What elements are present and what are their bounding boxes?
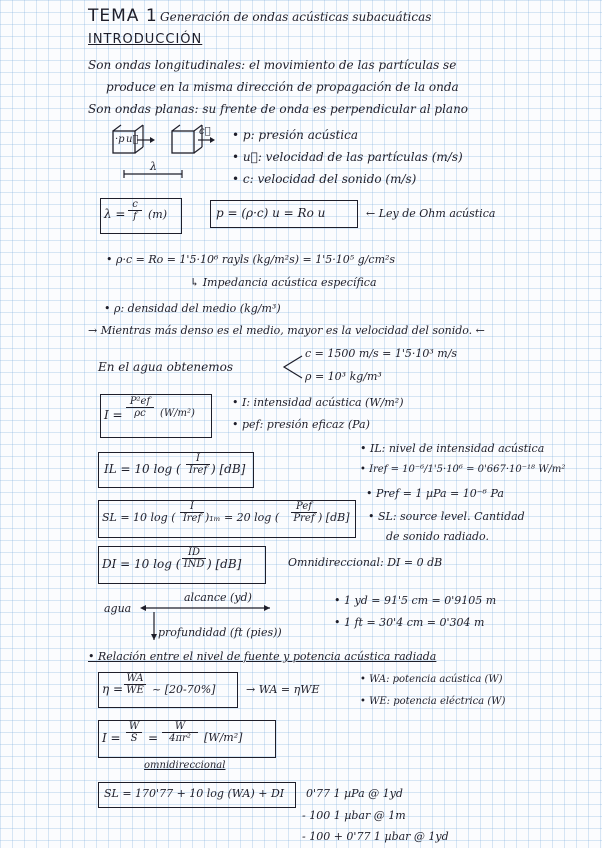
sl-def-1: • SL: source level. Cantidad bbox=[368, 510, 525, 523]
i-num-2: W bbox=[162, 721, 198, 733]
def-c: • c: velocidad del sonido (m/s) bbox=[232, 172, 417, 186]
section-heading: INTRODUCCIÓN bbox=[88, 32, 203, 47]
omni-note: omnidireccional bbox=[144, 760, 226, 771]
sl-num-2: Pef bbox=[291, 501, 317, 513]
yd-conversion: • 1 yd = 91'5 cm = 0'9105 m bbox=[334, 594, 497, 607]
i-fraction bbox=[126, 721, 142, 744]
eta-rhs: ~ [20-70%] bbox=[152, 683, 216, 696]
di-num: ID bbox=[182, 547, 206, 559]
di-den: IND bbox=[183, 559, 205, 570]
i-unit: [W/m²] bbox=[204, 731, 243, 744]
omni-line: Omnidireccional: DI = 0 dB bbox=[288, 556, 443, 569]
water-rho: ρ = 10³ kg/m³ bbox=[305, 370, 382, 383]
di-lhs: DI = 10 log ( bbox=[102, 557, 181, 571]
intensity-def: • I: intensidad acústica (W/m²) bbox=[232, 396, 404, 409]
sl-mid: )₁ₘ = 20 log ( bbox=[205, 511, 280, 524]
eta-arrow: → WA = ηWE bbox=[246, 683, 320, 696]
pef-def: • pef: presión eficaz (Pa) bbox=[232, 418, 370, 431]
ref-line-3: - 100 + 0'77 1 µbar @ 1yd bbox=[302, 830, 449, 843]
water-label: En el agua obtenemos bbox=[98, 360, 234, 374]
il-den: Iref bbox=[188, 465, 208, 476]
impedance-line: ↳ Impedancia acústica específica bbox=[190, 276, 377, 289]
rho-c-line: • ρ·c = Ro = 1'5·10⁶ rayls (kg/m²s) = 1'5·10⁵ g/cm²s bbox=[106, 253, 396, 266]
il-lhs: IL = 10 log ( bbox=[104, 462, 181, 476]
depth-label: profundidad (ft (pies)) bbox=[158, 626, 282, 639]
lambda-lhs: λ = bbox=[104, 207, 126, 221]
rho-line: • ρ: densidad del medio (kg/m³) bbox=[104, 302, 281, 315]
sl-den-2: Pref bbox=[293, 513, 315, 524]
sl-def-2: de sonido radiado. bbox=[386, 530, 489, 543]
il-def: • IL: nivel de intensidad acústica bbox=[360, 442, 545, 455]
def-p: • p: presión acústica bbox=[232, 128, 359, 142]
sl-rhs: ) [dB] bbox=[318, 511, 350, 524]
i-lhs: I = bbox=[102, 731, 121, 745]
water-word: agua bbox=[104, 602, 132, 615]
i-num: W bbox=[126, 721, 142, 733]
diagram-label-p: ·p bbox=[115, 134, 125, 145]
eta-num: WA bbox=[124, 673, 146, 685]
i-den-2: 4πr² bbox=[169, 733, 191, 744]
i-fraction-2 bbox=[162, 721, 198, 744]
intro-line-2: produce en la misma dirección de propagación de la onda bbox=[106, 80, 459, 94]
relation-heading: • Relación entre el nivel de fuente y potencia acústica radiada bbox=[88, 650, 437, 663]
diagram-label-u: u⃗ bbox=[126, 134, 139, 145]
intro-line-3: Son ondas planas: su frente de onda es perpendicular al plano bbox=[88, 102, 469, 116]
i-eq: = bbox=[148, 731, 159, 745]
ref-line-1: 0'77 1 µPa @ 1yd bbox=[306, 787, 403, 800]
eta-den: WE bbox=[126, 685, 144, 696]
intro-line-1: Son ondas longitudinales: el movimiento de las partículas se bbox=[88, 58, 457, 72]
page-subtitle: Generación de ondas acústicas subacuáticas bbox=[160, 10, 432, 24]
ft-conversion: • 1 ft = 30'4 cm = 0'304 m bbox=[334, 616, 485, 629]
di-rhs: ) [dB] bbox=[207, 557, 242, 571]
ohm-formula: p = (ρ·c) u = Ro u bbox=[216, 206, 326, 220]
pref-def: • Pref = 1 µPa = 10⁻⁶ Pa bbox=[366, 487, 504, 500]
eta-lhs: η = bbox=[102, 682, 124, 696]
page-title: TEMA 1 bbox=[88, 6, 158, 26]
diagram-label-lambda: λ bbox=[150, 160, 157, 173]
il-num: I bbox=[186, 453, 210, 465]
we-def: • WE: potencia eléctrica (W) bbox=[360, 696, 506, 707]
ref-line-2: - 100 1 µbar @ 1m bbox=[302, 809, 406, 822]
wa-def: • WA: potencia acústica (W) bbox=[360, 674, 503, 685]
sl-den: Iref bbox=[182, 513, 202, 524]
sl-num: I bbox=[180, 501, 204, 513]
sl-final: SL = 170'77 + 10 log (WA) + DI bbox=[104, 787, 285, 800]
water-c: c = 1500 m/s = 1'5·10³ m/s bbox=[305, 347, 458, 360]
lambda-unit: (m) bbox=[148, 208, 168, 221]
i-den: S bbox=[130, 733, 138, 744]
il-rhs: ) [dB] bbox=[211, 462, 246, 476]
intensity-unit: (W/m²) bbox=[160, 408, 195, 419]
intensity-lhs: I = bbox=[104, 408, 123, 422]
lambda-den: f bbox=[133, 211, 137, 222]
intensity-den: ρc bbox=[134, 408, 146, 419]
ohm-note: ← Ley de Ohm acústica bbox=[366, 207, 496, 220]
lambda-num: c bbox=[128, 199, 142, 211]
sl-lhs: SL = 10 log ( bbox=[102, 511, 176, 524]
intensity-num: P²ef bbox=[126, 396, 154, 408]
denser-line: → Mientras más denso es el medio, mayor es la velocidad del sonido. ← bbox=[88, 324, 485, 337]
iref-def: • Iref = 10⁻⁶/1'5·10⁶ = 0'667·10⁻¹⁸ W/m² bbox=[360, 464, 566, 475]
range-label: alcance (yd) bbox=[184, 591, 252, 604]
eta-fraction bbox=[124, 673, 146, 696]
def-u: • u⃗: velocidad de las partículas (m/s) bbox=[232, 150, 463, 164]
diagram-label-c: c⃗ bbox=[199, 126, 211, 137]
